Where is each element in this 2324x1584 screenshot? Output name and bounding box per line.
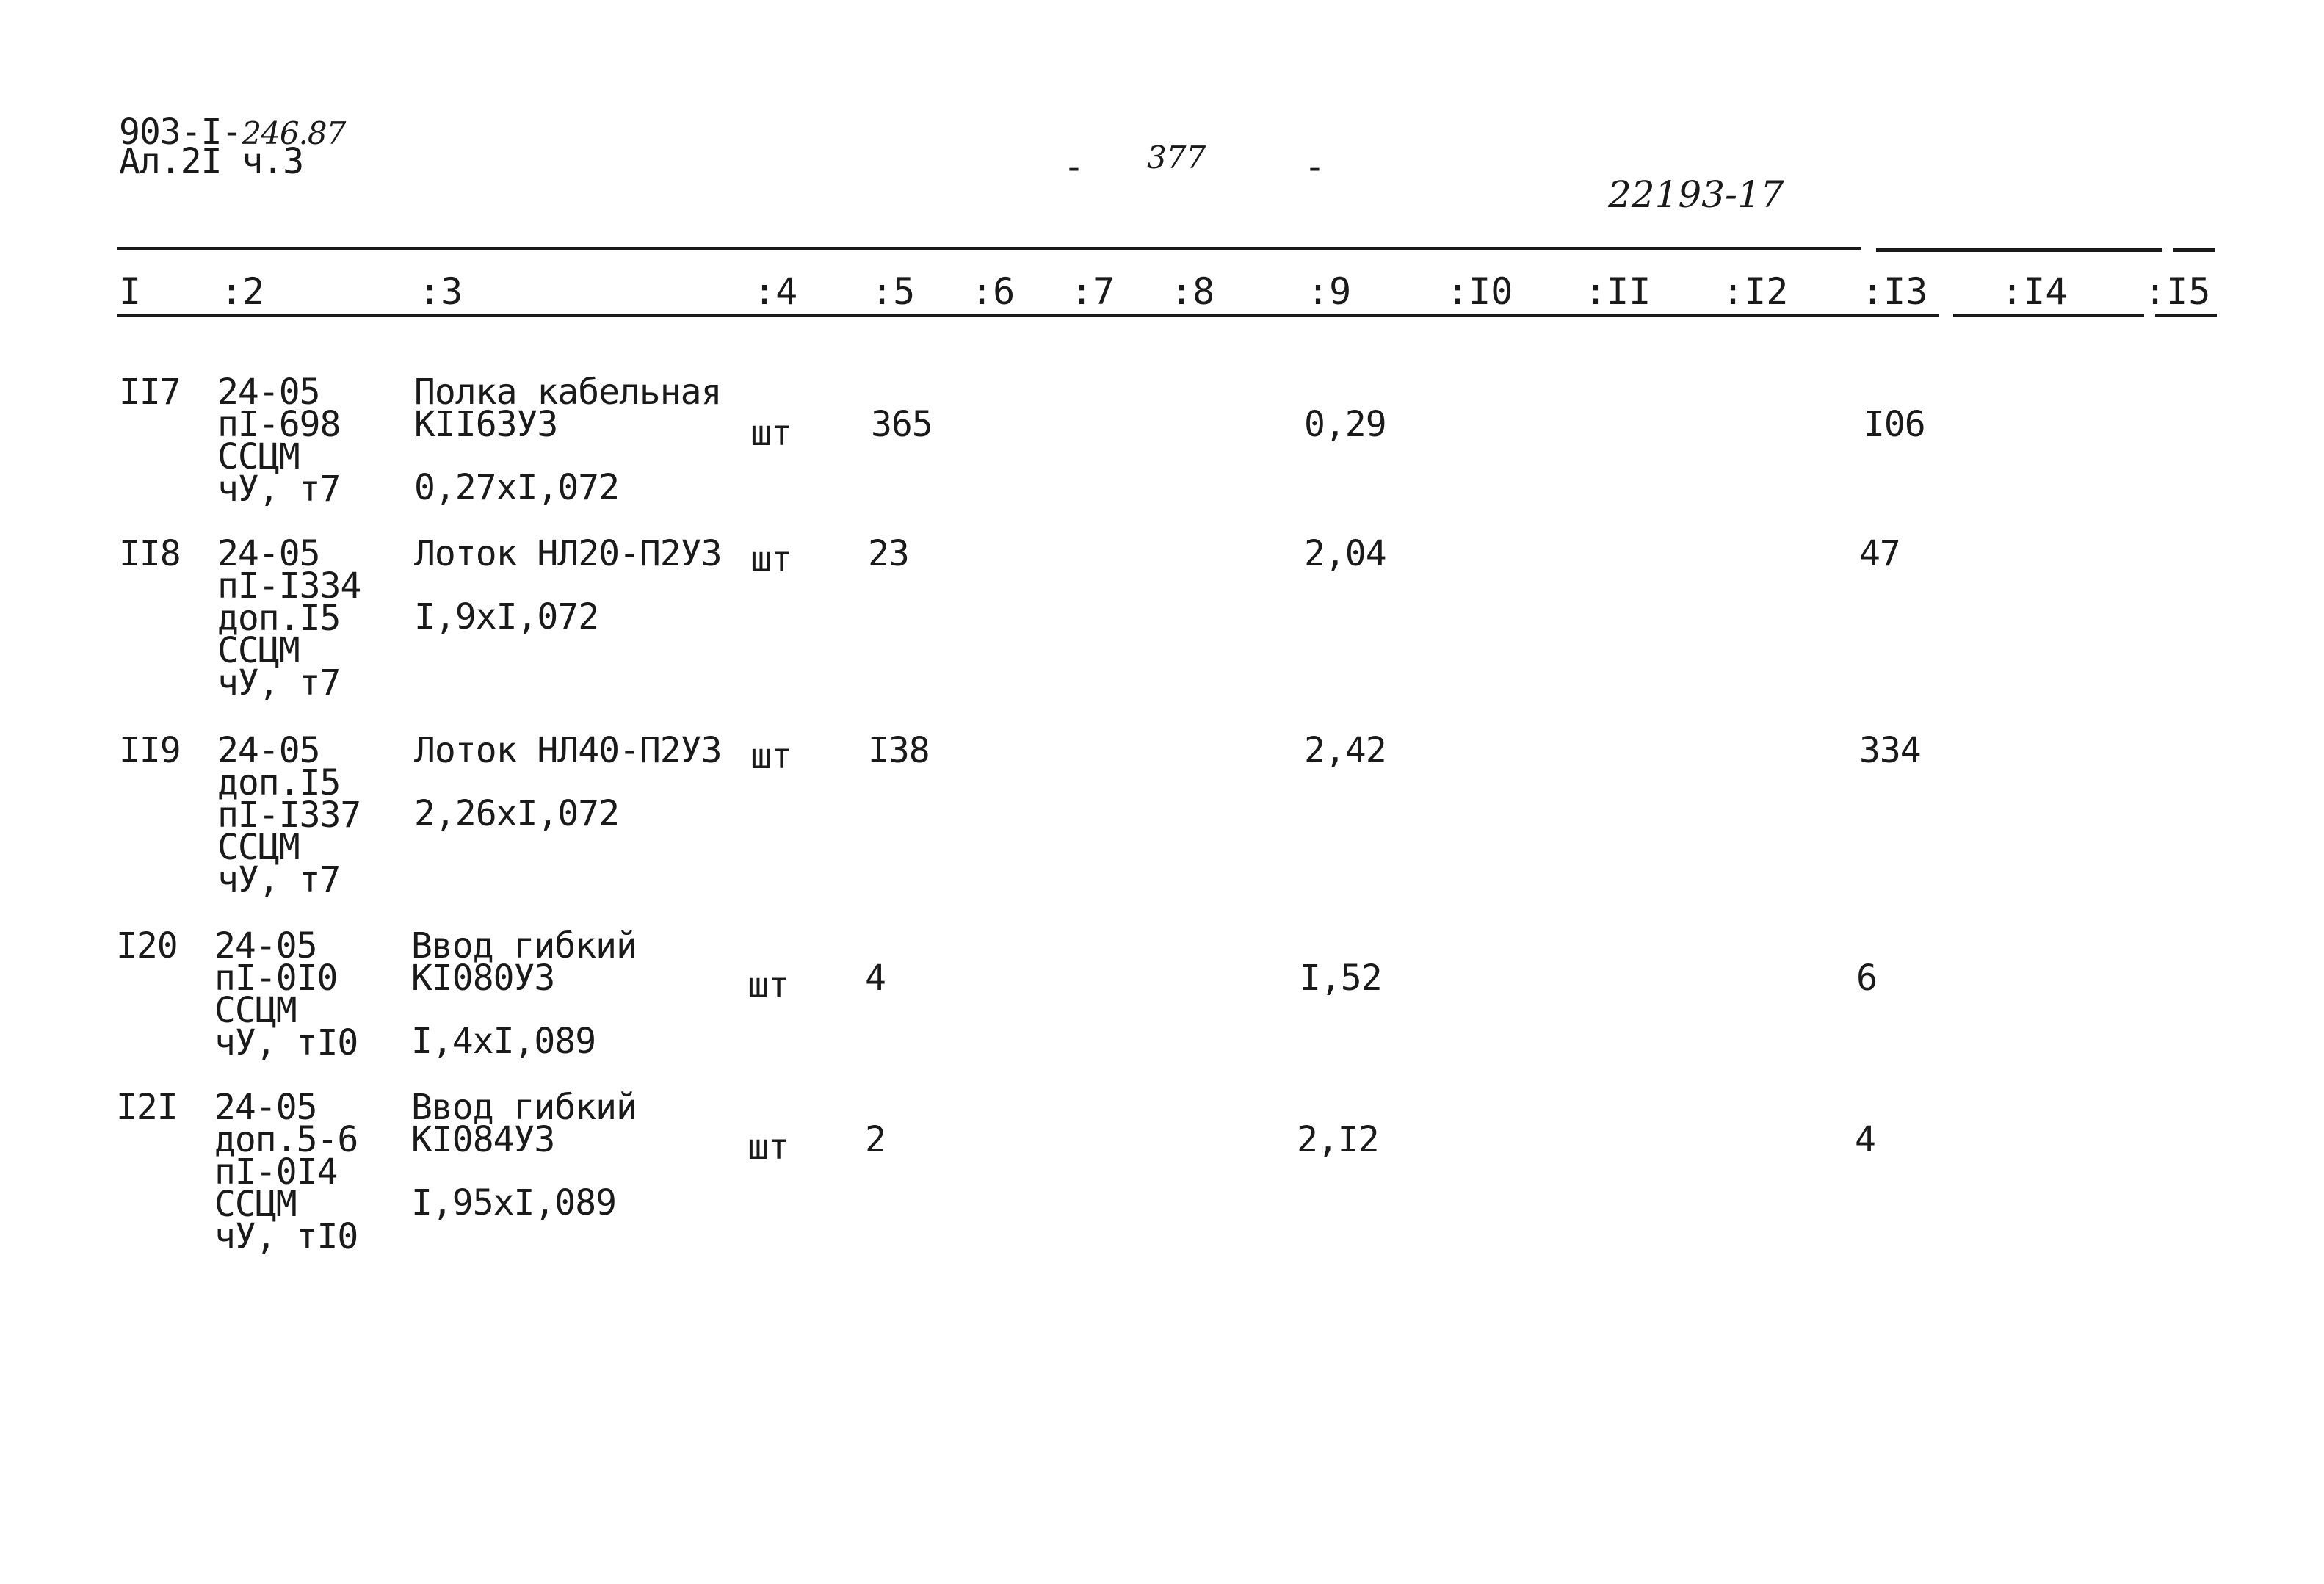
stamp-number-handwritten: 22193-17 bbox=[1608, 173, 1784, 216]
row-col13: 6 bbox=[1856, 958, 1877, 999]
row-number: II9 bbox=[119, 730, 181, 771]
col-header-2: :2 bbox=[220, 270, 265, 313]
col-header-12: :I2 bbox=[1722, 270, 1789, 313]
header-rule-bottom bbox=[117, 314, 1939, 317]
album-ref: Ал.2I ч.3 bbox=[119, 141, 304, 182]
row-code: 24-05 пI-0I0 ССЦМ чУ, тI0 bbox=[214, 925, 358, 1063]
row-col9: 0,29 bbox=[1304, 404, 1386, 445]
col-header-5: :5 bbox=[871, 270, 916, 313]
row-name: Полка кабельная КII63У3 bbox=[414, 372, 722, 445]
row-number: II8 bbox=[119, 533, 181, 574]
col-header-9: :9 bbox=[1307, 270, 1352, 313]
col-header-7: :7 bbox=[1071, 270, 1115, 313]
header-rule-bottom-right bbox=[1953, 314, 2144, 317]
col-header-15: :I5 bbox=[2144, 270, 2211, 313]
row-code: 24-05 доп.I5 пI-I337 ССЦМ чУ, т7 bbox=[217, 730, 361, 900]
row-dims: 0,27хI,072 bbox=[414, 467, 619, 508]
col-header-13: :I3 bbox=[1861, 270, 1928, 313]
row-dims: 2,26хI,072 bbox=[414, 793, 619, 834]
row-code: 24-05 пI-698 ССЦМ чУ, т7 bbox=[217, 372, 341, 510]
row-dims: I,9хI,072 bbox=[414, 596, 599, 637]
row-name: Ввод гибкий КI084У3 bbox=[411, 1087, 637, 1160]
row-qty: 2 bbox=[865, 1119, 886, 1160]
row-number: II7 bbox=[119, 372, 181, 413]
row-unit: шт bbox=[747, 965, 789, 1006]
row-qty: I38 bbox=[868, 730, 930, 771]
col-header-10: :I0 bbox=[1447, 270, 1513, 313]
row-col13: 334 bbox=[1859, 730, 1921, 771]
row-qty: 365 bbox=[871, 404, 933, 445]
row-number: I20 bbox=[116, 925, 178, 966]
row-dims: I,4хI,089 bbox=[411, 1021, 596, 1062]
row-col13: 4 bbox=[1855, 1119, 1875, 1160]
page-dash-left: - bbox=[1063, 147, 1084, 188]
row-col9: 2,42 bbox=[1304, 730, 1386, 771]
col-header-6: :6 bbox=[971, 270, 1016, 313]
row-number: I2I bbox=[116, 1087, 178, 1128]
doc-suffix-handwritten: 246.87 bbox=[242, 115, 346, 151]
page-dash-right: - bbox=[1304, 147, 1325, 188]
row-code: 24-05 пI-I334 доп.I5 ССЦМ чУ, т7 bbox=[217, 533, 361, 704]
page-number-handwritten: 377 bbox=[1147, 140, 1206, 176]
row-col9: I,52 bbox=[1300, 958, 1382, 999]
row-unit: шт bbox=[750, 736, 792, 777]
row-name: Ввод гибкий КI080У3 bbox=[411, 925, 637, 999]
row-unit: шт bbox=[750, 539, 792, 580]
col-header-4: :4 bbox=[753, 270, 798, 313]
doc-prefix: 903-I- bbox=[119, 112, 242, 153]
row-col9: 2,04 bbox=[1304, 533, 1386, 574]
row-unit: шт bbox=[750, 413, 792, 454]
header-rule-top-end bbox=[2173, 248, 2215, 252]
col-header-3: :3 bbox=[419, 270, 463, 313]
col-header-11: :II bbox=[1585, 270, 1651, 313]
row-name: Лоток НЛ40-П2У3 bbox=[414, 730, 722, 771]
row-qty: 4 bbox=[865, 958, 886, 999]
row-code: 24-05 доп.5-6 пI-0I4 ССЦМ чУ, тI0 bbox=[214, 1087, 358, 1257]
header-rule-bottom-end bbox=[2155, 314, 2217, 317]
row-name: Лоток НЛ20-П2У3 bbox=[414, 533, 722, 574]
row-col9: 2,I2 bbox=[1297, 1119, 1379, 1160]
header-rule-top-right bbox=[1876, 248, 2162, 252]
row-col13: 47 bbox=[1859, 533, 1900, 574]
row-unit: шт bbox=[747, 1126, 789, 1168]
row-dims: I,95хI,089 bbox=[411, 1182, 616, 1223]
col-header-1: I bbox=[119, 270, 142, 313]
col-header-14: :I4 bbox=[2001, 270, 2068, 313]
row-qty: 23 bbox=[868, 533, 909, 574]
row-col13: I06 bbox=[1864, 404, 1925, 445]
col-header-8: :8 bbox=[1170, 270, 1215, 313]
header-rule-top bbox=[117, 247, 1861, 250]
